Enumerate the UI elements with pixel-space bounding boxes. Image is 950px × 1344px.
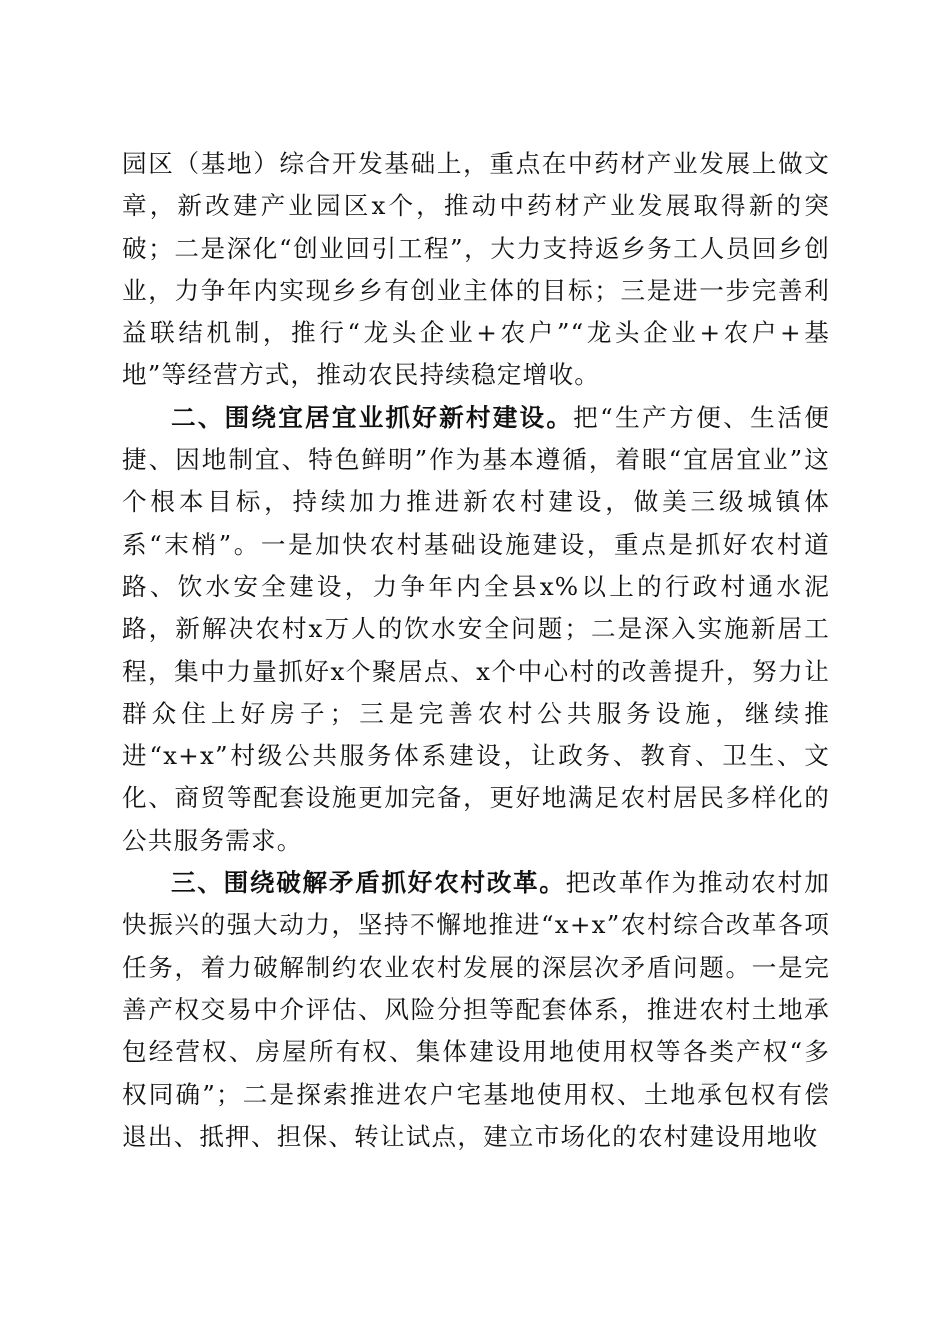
paragraph-body: 把“生产方便、生活便捷、因地制宜、特色鲜明”作为基本遵循，着眼“宜居宜业”这个根本目标，持续加力推进新农村建设，做美三级城镇体系“末梢”。一是加快农村基础设施建设，重点是抓好农村道路、饮水安全建设，力争年内全县x%以上的行政村通水泥路，新解决农村x万人的饮水安全问题；二是深入实施新居工程，集中力量抓好x个聚居点、x个中心村的改善提升，努力让群众住上好房子；三是完善农村公共服务设施，继续推进“x+x”村级公共服务体系建设，让政务、教育、卫生、文化、商贸等配套设施更加完备，更好地满足农村居民多样化的公共服务需求。 xyxy=(122,402,830,855)
paragraph-new-village-construction xyxy=(122,397,830,862)
paragraph-rural-reform xyxy=(122,862,830,1158)
paragraph-body: 把改革作为推动农村加快振兴的强大动力，坚持不懈地推进“x+x”农村综合改革各项任务，着力破解制约农业农村发展的深层次矛盾问题。一是完善产权交易中介评估、风险分担等配套体系，推进农村土地承包经营权、房屋所有权、集体建设用地使用权等各类产权“多权同确”；二是探索推进农户宅基地使用权、土地承包权有偿退出、抵押、担保、转让试点，建立市场化的农村建设用地收 xyxy=(122,868,830,1151)
paragraph-body: 园区（基地）综合开发基础上，重点在中药材产业发展上做文章，新改建产业园区x个，推动中药材产业发展取得新的突破；二是深化“创业回引工程”，大力支持返乡务工人员回乡创业，力争年内实现乡乡有创业主体的目标；三是进一步完善利益联结机制，推行“龙头企业+农户”“龙头企业+农户+基地”等经营方式，推动农民持续稳定增收。 xyxy=(122,149,830,390)
section-heading: 二、围绕宜居宜业抓好新村建设。 xyxy=(171,402,574,432)
paragraph-continuation xyxy=(122,143,830,397)
section-heading: 三、围绕破解矛盾抓好农村改革。 xyxy=(171,868,566,898)
document-body xyxy=(122,143,830,1158)
